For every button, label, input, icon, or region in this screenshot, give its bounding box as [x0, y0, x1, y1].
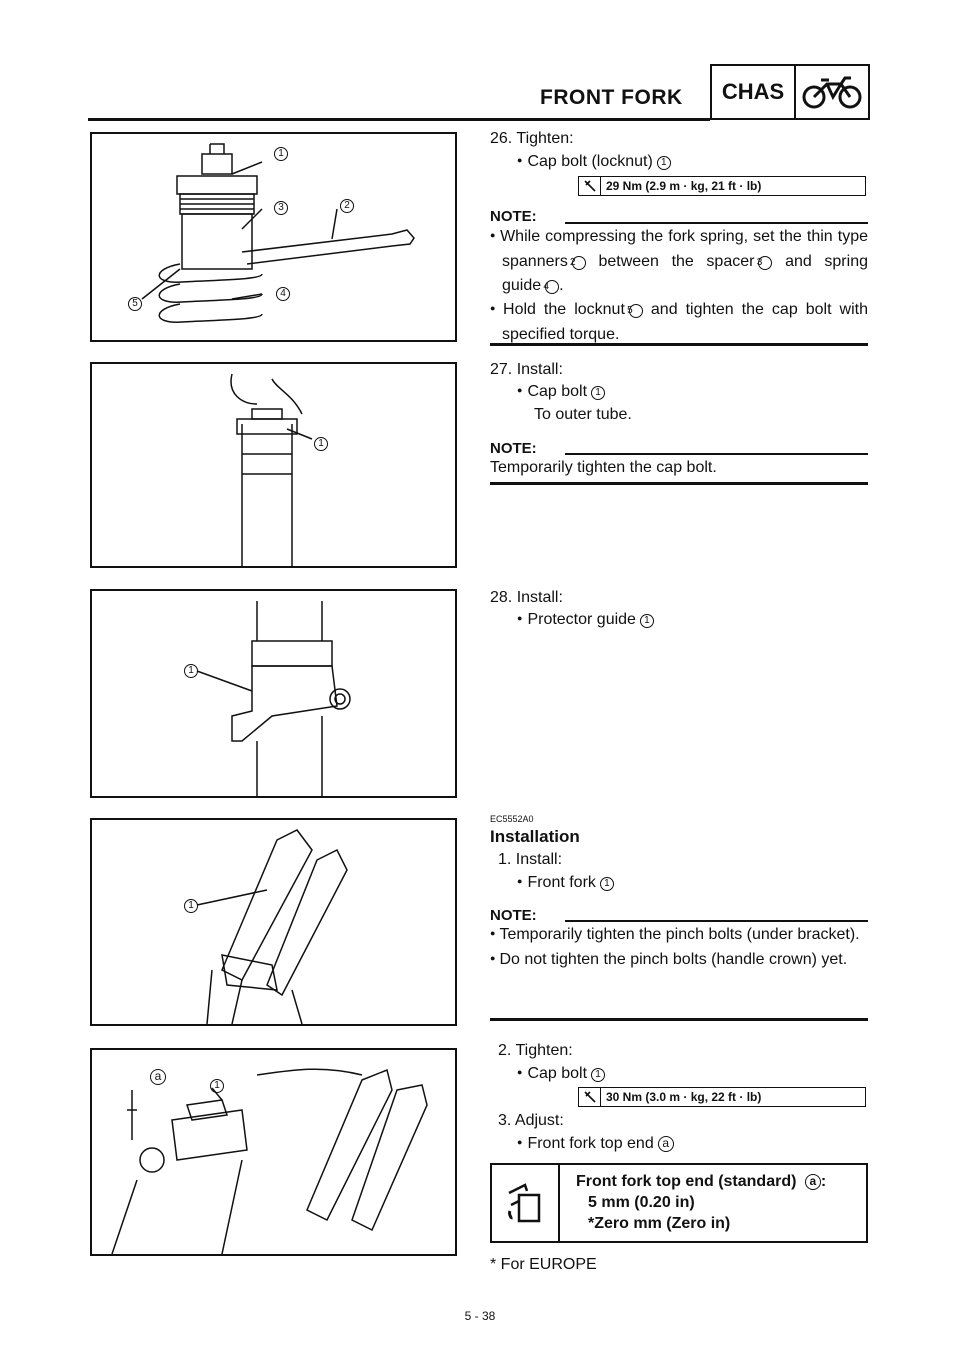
note-heading: NOTE: [490, 208, 537, 225]
step-26-item: ● Cap bolt (locknut) 1 [517, 153, 671, 171]
install-step-1-item: ● Front fork 1 [517, 874, 614, 892]
section-code: EC5552A0 [490, 814, 534, 824]
oil-can-icon [492, 1165, 560, 1241]
note-end-rule [490, 1018, 868, 1021]
motorcycle-icon [796, 66, 868, 118]
spec-text: Front fork top end (standard) a : 5 mm (0.20 in) *Zero mm (Zero in) [576, 1173, 827, 1232]
install-step-1-label: 1. Install: [498, 851, 563, 868]
step-27-sub: To outer tube. [534, 406, 632, 423]
step-26-label: 26. Tighten: [490, 130, 574, 147]
install-step-2-label: 2. Tighten: [498, 1042, 573, 1059]
figure-fork-top-end [90, 1048, 457, 1256]
install-step-3-item: ● Front fork top end a [517, 1135, 674, 1153]
figure-callout: 4 [272, 284, 290, 302]
section-label: CHAS [712, 66, 796, 118]
step-28-label: 28. Install: [490, 589, 563, 606]
page-title: FRONT FORK [540, 86, 683, 109]
note-heading: NOTE: [490, 440, 537, 457]
note-end-rule [490, 482, 868, 485]
figure-callout: 5 [124, 294, 142, 312]
step-27-label: 27. Install: [490, 361, 563, 378]
figure-front-fork-install [90, 818, 457, 1026]
figure-callout: 2 [336, 196, 354, 214]
figure-protector-guide [90, 589, 457, 798]
figure-callout: 1 [180, 661, 198, 679]
note-end-rule [490, 343, 868, 346]
figure-cap-bolt-locknut [90, 132, 457, 342]
note-rule [565, 222, 868, 224]
figure-cap-bolt-install [90, 362, 457, 568]
torque-wrench-icon [579, 177, 601, 195]
spec-box [490, 1163, 868, 1243]
note-rule [565, 920, 868, 922]
section-heading: Installation [490, 827, 580, 846]
step-28-item: ● Protector guide 1 [517, 611, 654, 629]
note-body: Temporarily tighten the cap bolt. [490, 459, 717, 476]
section-badge [710, 64, 870, 120]
step-27-item: ● Cap bolt 1 [517, 383, 605, 401]
install-step-2-item: ● Cap bolt 1 [517, 1065, 605, 1083]
footnote: * For EUROPE [490, 1256, 597, 1273]
figure-callout: a [146, 1068, 166, 1086]
note-body: ● While compressing the fork spring, set the thin type spanners 2 between the spacer 3 and spring guide 4 . ● Hold the locknut 5 and tighten the cap bolt with specified torque. [490, 225, 868, 347]
page-number: 5 - 38 [464, 1309, 496, 1323]
figure-callout: 1 [310, 434, 328, 452]
header-rule [88, 118, 710, 121]
figure-callout: 1 [180, 896, 198, 914]
note-body: ● Temporarily tighten the pinch bolts (under bracket). ● Do not tighten the pinch bolts (handle crown) yet. [490, 923, 868, 973]
note-heading: NOTE: [490, 907, 537, 924]
torque-wrench-icon [579, 1088, 601, 1106]
torque-spec-26: 29 Nm (2.9 m · kg, 21 ft · lb) [578, 176, 866, 196]
figure-callout: 3 [270, 198, 288, 216]
note-rule [565, 453, 868, 455]
figure-callout: 1 [206, 1076, 224, 1094]
figure-callout: 1 [270, 144, 288, 162]
install-step-3-label: 3. Adjust: [498, 1112, 564, 1129]
torque-spec-2: 30 Nm (3.0 m · kg, 22 ft · lb) [578, 1087, 866, 1107]
